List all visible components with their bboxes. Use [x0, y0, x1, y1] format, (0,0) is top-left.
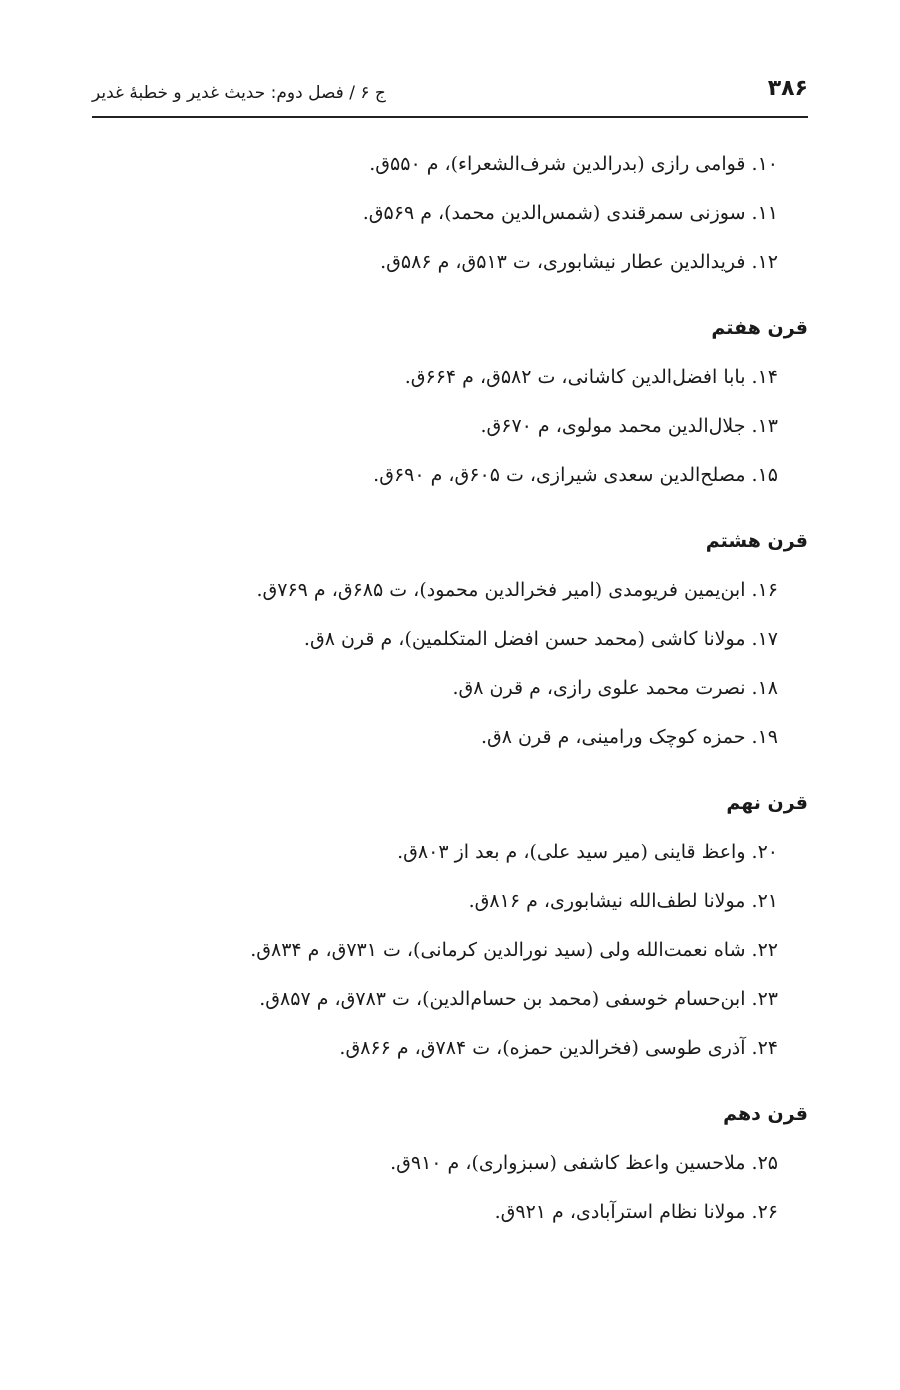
- running-title: ج ۶ / فصل دوم: حدیث غدیر و خطبهٔ غدیر: [92, 83, 386, 103]
- section-heading: قرن دهم: [723, 1103, 808, 1125]
- list-item: ۱۹. حمزه کوچک ورامینی، م قرن ۸ق.: [480, 726, 778, 748]
- section-seventh-century: [92, 311, 808, 500]
- section-heading: قرن نهم: [726, 792, 808, 814]
- page-header: [92, 72, 808, 118]
- section-heading: قرن هفتم: [711, 317, 808, 339]
- section-eighth-century: [92, 524, 808, 762]
- list-item: ۱۲. فریدالدین عطار نیشابوری، ت ۵۱۳ق، م ۵۸۶ق.: [380, 251, 778, 273]
- section-sixth-century-continued: [92, 140, 808, 287]
- list-item: ۲۱. مولانا لطف‌الله نیشابوری، م ۸۱۶ق.: [468, 890, 778, 912]
- list-item: ۱۶. ابن‌یمین فریومدی (امیر فخرالدین محمود)، ت ۶۸۵ق، م ۷۶۹ق.: [256, 579, 778, 601]
- list-item: ۱۸. نصرت محمد علوی رازی، م قرن ۸ق.: [452, 677, 778, 699]
- list-item: ۱۵. مصلح‌الدین سعدی شیرازی، ت ۶۰۵ق، م ۶۹۰ق.: [373, 464, 778, 486]
- list-item: ۱۱. سوزنی سمرقندی (شمس‌الدین محمد)، م ۵۶۹ق.: [362, 202, 778, 224]
- section-heading: قرن هشتم: [705, 530, 808, 552]
- list-item: ۲۳. ابن‌حسام خوسفی (محمد بن حسام‌الدین)، ت ۷۸۳ق، م ۸۵۷ق.: [259, 988, 778, 1010]
- list-item: ۱۴. بابا افضل‌الدین کاشانی، ت ۵۸۲ق، م ۶۶۴ق.: [404, 366, 778, 388]
- page-number: ۳۸۶: [767, 76, 808, 101]
- list-item: ۱۳. جلال‌الدین محمد مولوی، م ۶۷۰ق.: [480, 415, 778, 437]
- list-item: ۲۲. شاه نعمت‌الله ولی (سید نورالدین کرمانی)، ت ۷۳۱ق، م ۸۳۴ق.: [250, 939, 778, 961]
- list-item: ۲۴. آذری طوسی (فخرالدین حمزه)، ت ۷۸۴ق، م ۸۶۶ق.: [339, 1037, 778, 1059]
- section-ninth-century: [92, 786, 808, 1073]
- section-tenth-century: [92, 1097, 808, 1237]
- list-item: ۲۵. ملاحسین واعظ کاشفی (سبزواری)، م ۹۱۰ق.: [390, 1152, 778, 1174]
- list-item: ۱۰. قوامی رازی (بدرالدین شرف‌الشعراء)، م ۵۵۰ق.: [369, 153, 778, 175]
- page-content: [92, 140, 808, 1237]
- list-item: ۱۷. مولانا کاشی (محمد حسن افضل المتکلمین)، م قرن ۸ق.: [303, 628, 778, 650]
- list-item: ۲۰. واعظ قاینی (میر سید علی)، م بعد از ۸۰۳ق.: [397, 841, 778, 863]
- list-item: ۲۶. مولانا نظام استرآبادی، م ۹۲۱ق.: [494, 1201, 778, 1223]
